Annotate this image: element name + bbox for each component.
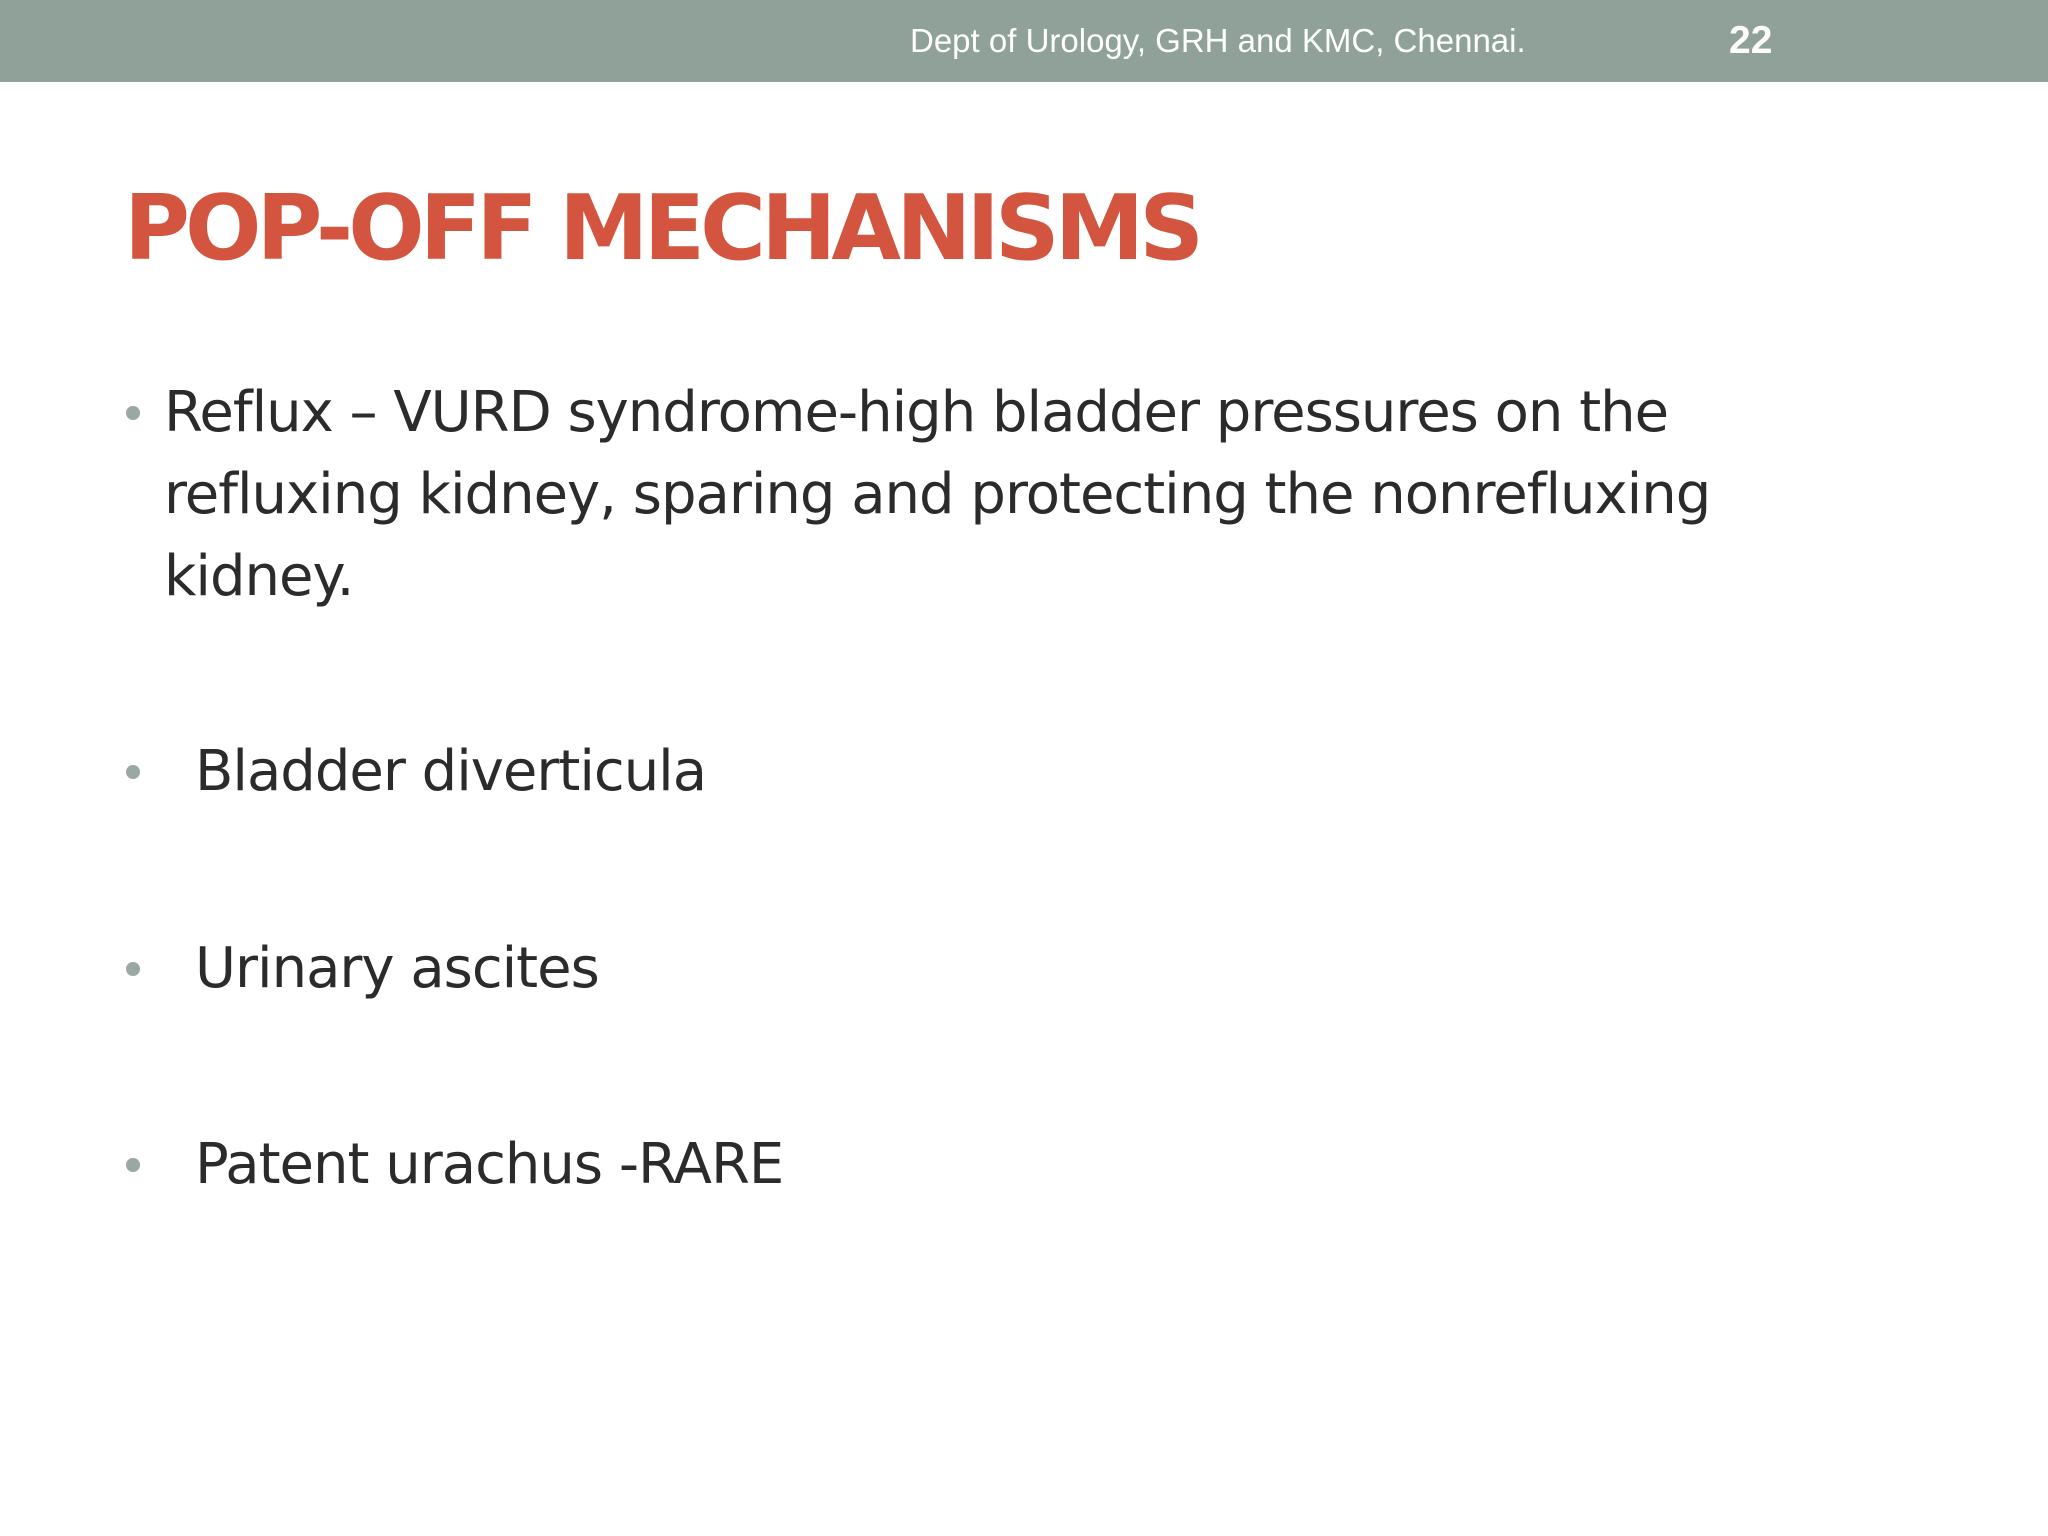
bullet-line: Reflux – VURD syndrome-high bladder pressures on the xyxy=(164,380,1669,445)
bullet-text: Urinary ascites xyxy=(195,936,599,1001)
slide-number: 22 xyxy=(1729,19,1773,62)
bullet-text: Patent urachus -RARE xyxy=(195,1132,784,1197)
bullet-text: Bladder diverticula xyxy=(195,739,707,804)
bullet-dot-icon xyxy=(126,765,140,779)
department-label: Dept of Urology, GRH and KMC, Chennai. xyxy=(910,22,1526,59)
bullet-dot-icon xyxy=(126,1158,140,1172)
bullet-dot-icon xyxy=(126,406,140,420)
bullet-item-reflux xyxy=(164,372,1864,618)
header-bar xyxy=(0,0,2048,82)
bullet-item-urachus xyxy=(195,1124,783,1206)
bullet-dot-icon xyxy=(126,962,140,976)
slide-title: POP-OFF MECHANISMS xyxy=(124,176,1200,281)
bullet-item-ascites xyxy=(195,928,599,1010)
bullet-line: kidney. xyxy=(164,544,354,609)
bullet-line: refluxing kidney, sparing and protecting the nonrefluxing xyxy=(164,462,1711,527)
bullet-item-diverticula xyxy=(195,731,706,813)
